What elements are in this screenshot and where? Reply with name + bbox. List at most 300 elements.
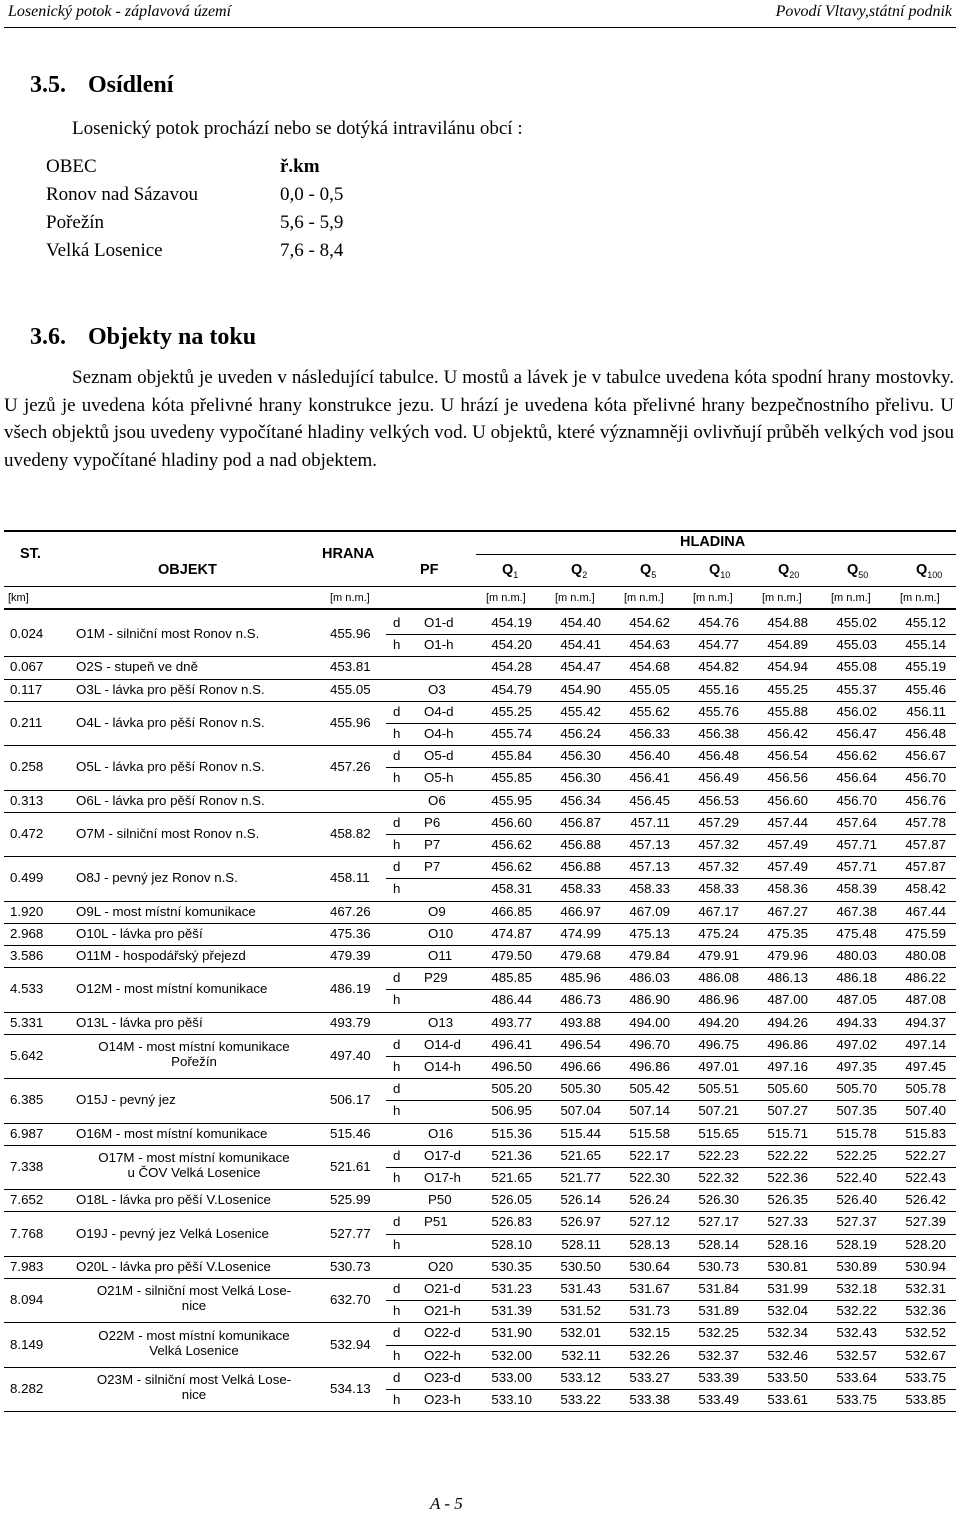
cell-q: 456.41 [629, 770, 670, 786]
section-number: 3.5. [30, 72, 66, 98]
cell-pf: O23-d [424, 1369, 461, 1385]
cell-pf: O22-h [424, 1347, 461, 1363]
cell-q: 455.12 [905, 615, 946, 630]
cell-q: 485.85 [491, 970, 532, 986]
cell-q: 457.44 [767, 814, 808, 830]
cell-q: 528.19 [836, 1236, 877, 1252]
cell-q: 457.11 [630, 814, 670, 830]
cell-q: 531.23 [491, 1281, 532, 1296]
cell-q: 522.23 [698, 1147, 739, 1163]
cell-q: 496.75 [698, 1036, 739, 1052]
cell-km: 0.258 [10, 759, 44, 775]
cell-q: 456.42 [767, 725, 808, 741]
cell-q: 458.39 [836, 881, 877, 897]
cell-pf: O3 [428, 681, 446, 697]
unit-q: [m n.m.] [831, 592, 871, 604]
cell-q: 456.70 [905, 770, 946, 786]
cell-q: 530.64 [629, 1258, 670, 1274]
cell-q: 455.76 [698, 703, 739, 719]
cell-q: 526.14 [560, 1192, 601, 1208]
cell-km: 0.024 [10, 626, 44, 642]
table-row [0, 1211, 960, 1255]
cell-q: 456.88 [560, 859, 601, 875]
cell-q: 479.68 [560, 948, 601, 963]
cell-q: 456.48 [905, 725, 946, 741]
cell-q: 456.48 [698, 748, 739, 764]
cell-q: 533.39 [698, 1369, 739, 1385]
cell-hrana: 455.96 [330, 714, 371, 730]
cell-pf: O21-d [424, 1281, 461, 1296]
cell-km: 1.920 [10, 903, 44, 919]
town-km: 5,6 - 5,9 [280, 212, 344, 233]
cell-q: 522.43 [905, 1169, 946, 1185]
cell-q: 532.26 [629, 1347, 670, 1363]
cell-dh: h [393, 1391, 401, 1407]
cell-q: 532.11 [561, 1347, 601, 1363]
th-q: $Q_2$ [571, 562, 588, 580]
cell-q: 526.24 [629, 1192, 670, 1208]
cell-hrana: 527.77 [330, 1225, 371, 1241]
th-q: $Q_{20}$ [778, 562, 800, 580]
cell-q: 522.22 [767, 1147, 808, 1163]
cell-q: 533.10 [491, 1391, 532, 1407]
cell-q: 456.56 [767, 770, 808, 786]
cell-q: 526.83 [491, 1214, 532, 1230]
cell-hrana: 632.70 [330, 1292, 371, 1308]
cell-q: 533.50 [767, 1369, 808, 1385]
unit-q: [m n.m.] [900, 592, 940, 604]
cell-q: 455.95 [491, 792, 532, 808]
cell-q: 526.42 [905, 1192, 946, 1208]
cell-q: 454.62 [629, 615, 670, 630]
cell-dh: d [393, 1147, 401, 1163]
cell-hrana: 530.73 [330, 1258, 371, 1274]
cell-q: 456.88 [560, 836, 601, 852]
cell-objekt: O20L - lávka pro pěší V.Losenice [76, 1258, 271, 1274]
cell-q: 493.77 [491, 1014, 532, 1030]
header-right: Povodí Vltavy,státní podnik [775, 3, 952, 20]
cell-km: 8.149 [10, 1336, 44, 1352]
cell-q: 455.85 [491, 770, 532, 786]
cell-hrana: 506.17 [330, 1092, 371, 1108]
cell-q: 532.57 [836, 1347, 877, 1363]
cell-pf: O1-h [424, 637, 454, 653]
cell-q: 532.18 [836, 1281, 877, 1296]
cell-q: 456.47 [836, 725, 877, 741]
cell-q: 475.48 [836, 925, 877, 941]
th-st: ST. [20, 546, 41, 562]
cell-q: 474.87 [491, 925, 532, 941]
cell-q: 486.96 [698, 992, 739, 1008]
cell-dh: d [393, 615, 401, 630]
table-row [0, 856, 960, 900]
cell-q: 528.20 [905, 1236, 946, 1252]
cell-dh: d [393, 1081, 401, 1097]
cell-q: 526.05 [491, 1192, 532, 1208]
cell-q: 531.52 [560, 1303, 601, 1319]
cell-km: 7.338 [10, 1158, 44, 1174]
unit-q: [m n.m.] [624, 592, 664, 604]
cell-objekt: O21M - silniční most Velká Lose- nice [96, 1283, 292, 1314]
cell-q: 531.67 [629, 1281, 670, 1296]
cell-q: 455.37 [836, 681, 877, 697]
cell-q: 533.00 [491, 1369, 532, 1385]
table-row [0, 1278, 960, 1322]
cell-q: 494.37 [905, 1014, 946, 1030]
cell-q: 530.50 [560, 1258, 601, 1274]
cell-dh: d [393, 859, 401, 875]
cell-q: 457.32 [698, 859, 739, 875]
th-q: $Q_5$ [640, 562, 657, 580]
cell-q: 531.73 [629, 1303, 670, 1319]
cell-hrana: 525.99 [330, 1192, 371, 1208]
table-row [0, 945, 960, 967]
cell-objekt: O13L - lávka pro pěší [76, 1014, 203, 1030]
cell-q: 458.33 [629, 881, 670, 897]
cell-dh: h [393, 1058, 401, 1074]
cell-objekt: O2S - stupeň ve dně [76, 659, 198, 675]
cell-objekt: O17M - most místní komunikace u ČOV Velká Losenice [98, 1149, 290, 1180]
cell-km: 5.642 [10, 1047, 44, 1063]
cell-q: 454.94 [767, 659, 808, 675]
cell-q: 456.54 [767, 748, 808, 764]
section-paragraph: Seznam objektů je uveden v následující tabulce. U mostů a lávek je v tabulce uvedena kóta spodní hrany mostovky. U jezů je uvedena kóta přelivné hrany konstrukce jezu. U hrází je uvedena kóta přelivné hrany bezpečnostního přelivu. U všech objektů jsou uvedeny vypočítané hladiny velkých vod. U objektů, které významněji ovlivňují průběh velkých vod jsou uvedeny vypočítané hladiny pod a nad objektem. [4, 367, 954, 472]
cell-q: 487.05 [836, 992, 877, 1008]
cell-km: 0.067 [10, 659, 44, 675]
cell-km: 5.331 [10, 1014, 44, 1030]
cell-hrana: 521.61 [330, 1158, 371, 1174]
cell-pf: P7 [424, 859, 441, 875]
th-q: $Q_{10}$ [709, 562, 731, 580]
cell-q: 497.16 [767, 1058, 808, 1074]
cell-q: 475.35 [767, 925, 808, 941]
cell-km: 3.586 [10, 948, 44, 964]
cell-km: 0.117 [10, 681, 43, 697]
cell-q: 455.14 [905, 637, 946, 653]
table-row [0, 1145, 960, 1189]
cell-q: 485.96 [560, 970, 601, 986]
cell-hrana: 467.26 [330, 903, 371, 919]
cell-pf: O17-h [424, 1169, 461, 1185]
cell-q: 494.00 [629, 1014, 670, 1030]
cell-q: 515.58 [629, 1125, 670, 1141]
th-hrana: HRANA [322, 546, 375, 562]
table-row [0, 745, 960, 789]
unit-q: [m n.m.] [762, 592, 802, 604]
cell-q: 454.20 [491, 637, 532, 653]
cell-q: 497.45 [905, 1058, 946, 1074]
cell-q: 456.62 [491, 836, 532, 852]
cell-dh: d [393, 1281, 401, 1296]
table-row [0, 1123, 960, 1145]
cell-objekt: O18L - lávka pro pěší V.Losenice [76, 1192, 271, 1208]
cell-q: 533.27 [629, 1369, 670, 1385]
cell-objekt: O6L - lávka pro pěší Ronov n.S. [76, 792, 265, 808]
cell-q: 522.36 [767, 1169, 808, 1185]
cell-pf: O14-h [424, 1058, 461, 1074]
cell-q: 532.04 [767, 1303, 808, 1319]
town-row [46, 212, 343, 234]
cell-km: 6.385 [10, 1092, 44, 1108]
cell-pf: O5-h [424, 770, 454, 786]
table-row [0, 901, 960, 923]
cell-dh: h [393, 1236, 401, 1252]
cell-q: 496.70 [629, 1036, 670, 1052]
cell-q: 497.02 [836, 1036, 877, 1052]
cell-dh: h [393, 725, 401, 741]
cell-km: 0.472 [10, 825, 44, 841]
cell-q: 458.36 [767, 881, 808, 897]
cell-pf: O14-d [424, 1036, 461, 1052]
cell-dh: d [393, 970, 401, 986]
cell-hrana: 493.79 [330, 1014, 371, 1030]
unit-q: [m n.m.] [555, 592, 595, 604]
cell-q: 467.44 [905, 903, 946, 919]
cell-objekt: O4L - lávka pro pěší Ronov n.S. [76, 714, 265, 730]
cell-q: 457.64 [836, 814, 877, 830]
cell-q: 505.30 [560, 1081, 601, 1097]
table-row [0, 1012, 960, 1034]
town-km: 7,6 - 8,4 [280, 240, 344, 261]
cell-q: 486.90 [629, 992, 670, 1008]
cell-q: 505.42 [629, 1081, 670, 1097]
table-row [0, 1322, 960, 1366]
town-name: Velká Losenice [46, 240, 163, 261]
cell-q: 507.14 [629, 1103, 670, 1119]
table-row [0, 1034, 960, 1078]
cell-q: 533.75 [905, 1369, 946, 1385]
cell-q: 532.36 [905, 1303, 946, 1319]
cell-q: 531.89 [698, 1303, 739, 1319]
cell-hrana: 458.11 [330, 870, 370, 886]
cell-q: 507.04 [560, 1103, 601, 1119]
cell-q: 457.87 [905, 836, 946, 852]
cell-q: 507.27 [767, 1103, 808, 1119]
table-row [0, 1078, 960, 1122]
cell-q: 456.33 [629, 725, 670, 741]
cell-q: 458.33 [698, 881, 739, 897]
col-rkm: ř.km [280, 156, 320, 177]
cell-pf: O4-d [424, 703, 454, 719]
cell-q: 522.17 [629, 1147, 670, 1163]
cell-q: 532.15 [629, 1325, 670, 1341]
cell-dh: h [393, 1103, 401, 1119]
cell-q: 479.84 [629, 948, 670, 963]
cell-q: 457.87 [905, 859, 946, 875]
cell-q: 454.19 [491, 615, 532, 630]
cell-q: 528.11 [561, 1236, 601, 1252]
cell-q: 466.85 [491, 903, 532, 919]
th-hladina: HLADINA [680, 534, 746, 550]
cell-pf: P6 [424, 814, 441, 830]
cell-q: 522.30 [629, 1169, 670, 1185]
cell-q: 456.67 [905, 748, 946, 764]
cell-pf: P51 [424, 1214, 448, 1230]
cell-q: 455.03 [836, 637, 877, 653]
town-row [46, 240, 343, 262]
cell-q: 457.32 [698, 836, 739, 852]
section-title: Osídlení [88, 72, 174, 98]
page-number: A - 5 [430, 1494, 463, 1513]
cell-q: 479.91 [698, 948, 739, 963]
cell-km: 7.652 [10, 1192, 44, 1208]
cell-q: 507.35 [836, 1103, 877, 1119]
cell-q: 456.34 [560, 792, 601, 808]
cell-q: 456.70 [836, 792, 877, 808]
cell-q: 530.35 [491, 1258, 532, 1274]
cell-objekt: O11M - hospodářský přejezd [76, 948, 246, 964]
section-title: Objekty na toku [88, 324, 257, 350]
cell-q: 505.60 [767, 1081, 808, 1097]
cell-q: 467.38 [836, 903, 877, 919]
towns-header [46, 156, 320, 178]
cell-dh: h [393, 1169, 401, 1185]
cell-dh: d [393, 703, 401, 719]
cell-hrana: 457.26 [330, 759, 371, 775]
cell-q: 522.40 [836, 1169, 877, 1185]
cell-q: 458.33 [560, 881, 601, 897]
cell-q: 533.75 [836, 1391, 877, 1407]
cell-q: 515.44 [560, 1125, 601, 1141]
cell-q: 533.22 [560, 1391, 601, 1407]
town-name: Pořežín [46, 212, 105, 233]
cell-q: 456.49 [698, 770, 739, 786]
table-row [0, 923, 960, 945]
cell-hrana: 458.82 [330, 825, 371, 841]
cell-q: 496.41 [491, 1036, 532, 1052]
cell-q: 479.96 [767, 948, 808, 963]
cell-q: 454.79 [491, 681, 532, 697]
cell-km: 0.211 [10, 714, 43, 730]
cell-q: 455.25 [491, 703, 532, 719]
section-number: 3.6. [30, 324, 66, 350]
section-heading-osidleni [30, 72, 173, 99]
cell-q: 526.30 [698, 1192, 739, 1208]
cell-dh: d [393, 1036, 401, 1052]
table-row [0, 790, 960, 812]
cell-q: 526.97 [560, 1214, 601, 1230]
section-intro: Losenický potok prochází nebo se dotýká intravilánu obcí : [72, 118, 523, 139]
cell-dh: d [393, 1369, 401, 1385]
cell-q: 456.24 [560, 725, 601, 741]
cell-pf: O5-d [424, 748, 454, 764]
cell-q: 533.38 [629, 1391, 670, 1407]
cell-q: 526.35 [767, 1192, 808, 1208]
cell-q: 515.36 [491, 1125, 532, 1141]
cell-q: 528.10 [491, 1236, 532, 1252]
cell-objekt: O12M - most místní komunikace [76, 981, 268, 997]
cell-q: 457.49 [767, 836, 808, 852]
cell-q: 527.37 [836, 1214, 877, 1230]
cell-hrana: 515.46 [330, 1125, 371, 1141]
cell-q: 486.44 [491, 992, 532, 1008]
cell-q: 532.22 [836, 1303, 877, 1319]
cell-q: 515.65 [698, 1125, 739, 1141]
cell-q: 496.86 [629, 1058, 670, 1074]
cell-q: 456.38 [698, 725, 739, 741]
cell-q: 532.00 [491, 1347, 532, 1363]
cell-q: 531.90 [491, 1325, 532, 1341]
cell-q: 531.84 [698, 1281, 739, 1296]
cell-q: 480.03 [836, 948, 877, 963]
cell-q: 456.62 [836, 748, 877, 764]
cell-q: 455.19 [905, 659, 946, 675]
cell-objekt: O8J - pevný jez Ronov n.S. [76, 870, 238, 886]
cell-q: 496.66 [560, 1058, 601, 1074]
cell-q: 454.68 [629, 659, 670, 675]
cell-q: 527.33 [767, 1214, 808, 1230]
cell-objekt: O1M - silniční most Ronov n.S. [76, 626, 260, 642]
cell-hrana: 475.36 [330, 925, 371, 941]
cell-q: 494.33 [836, 1014, 877, 1030]
cell-q: 475.59 [905, 925, 946, 941]
cell-objekt: O3L - lávka pro pěší Ronov n.S. [76, 681, 265, 697]
cell-q: 479.50 [491, 948, 532, 963]
cell-q: 532.37 [698, 1347, 739, 1363]
cell-q: 532.25 [698, 1325, 739, 1341]
cell-q: 487.08 [905, 992, 946, 1008]
cell-q: 486.03 [629, 970, 670, 986]
cell-km: 0.313 [10, 792, 44, 808]
th-q: $Q_1$ [502, 562, 519, 580]
cell-q: 533.49 [698, 1391, 739, 1407]
cell-q: 533.12 [560, 1369, 601, 1385]
cell-q: 454.89 [767, 637, 808, 653]
cell-q: 467.27 [767, 903, 808, 919]
header-left: Losenický potok - záplavová území [8, 3, 232, 20]
cell-pf: O9 [428, 903, 446, 919]
cell-q: 496.54 [560, 1036, 601, 1052]
town-name: Ronov nad Sázavou [46, 184, 198, 205]
cell-q: 497.35 [836, 1058, 877, 1074]
cell-km: 4.533 [10, 981, 44, 997]
page-header [0, 0, 960, 26]
cell-q: 466.97 [560, 903, 601, 919]
unit-km: [km] [8, 592, 29, 604]
cell-objekt: O22M - most místní komunikace Velká Losenice [98, 1327, 290, 1358]
cell-pf: P50 [428, 1192, 452, 1208]
cell-q: 530.81 [767, 1258, 808, 1274]
cell-objekt: O19J - pevný jez Velká Losenice [76, 1225, 269, 1241]
cell-q: 454.90 [560, 681, 601, 697]
cell-objekt: O23M - silniční most Velká Lose- nice [96, 1371, 292, 1402]
cell-q: 458.42 [905, 881, 946, 897]
cell-q: 532.52 [905, 1325, 946, 1341]
cell-hrana: 455.05 [330, 681, 371, 697]
cell-q: 505.51 [698, 1081, 739, 1097]
cell-pf: O16 [428, 1125, 454, 1141]
cell-q: 487.00 [767, 992, 808, 1008]
cell-hrana: 532.94 [330, 1336, 371, 1352]
cell-q: 456.02 [836, 703, 877, 719]
cell-q: 522.32 [698, 1169, 739, 1185]
cell-hrana: 453.81 [330, 659, 371, 675]
cell-q: 530.73 [698, 1258, 739, 1274]
cell-q: 467.17 [698, 903, 739, 919]
cell-q: 456.30 [560, 770, 601, 786]
cell-q: 455.46 [905, 681, 946, 697]
cell-q: 458.31 [491, 881, 532, 897]
cell-q: 532.46 [767, 1347, 808, 1363]
cell-pf: O4-h [424, 725, 454, 741]
cell-q: 531.43 [560, 1281, 601, 1296]
cell-q: 494.26 [767, 1014, 808, 1030]
cell-hrana: 479.39 [330, 948, 371, 964]
cell-q: 456.87 [560, 814, 601, 830]
cell-km: 2.968 [10, 925, 44, 941]
cell-pf: O10 [428, 925, 454, 941]
cell-q: 456.30 [560, 748, 601, 764]
